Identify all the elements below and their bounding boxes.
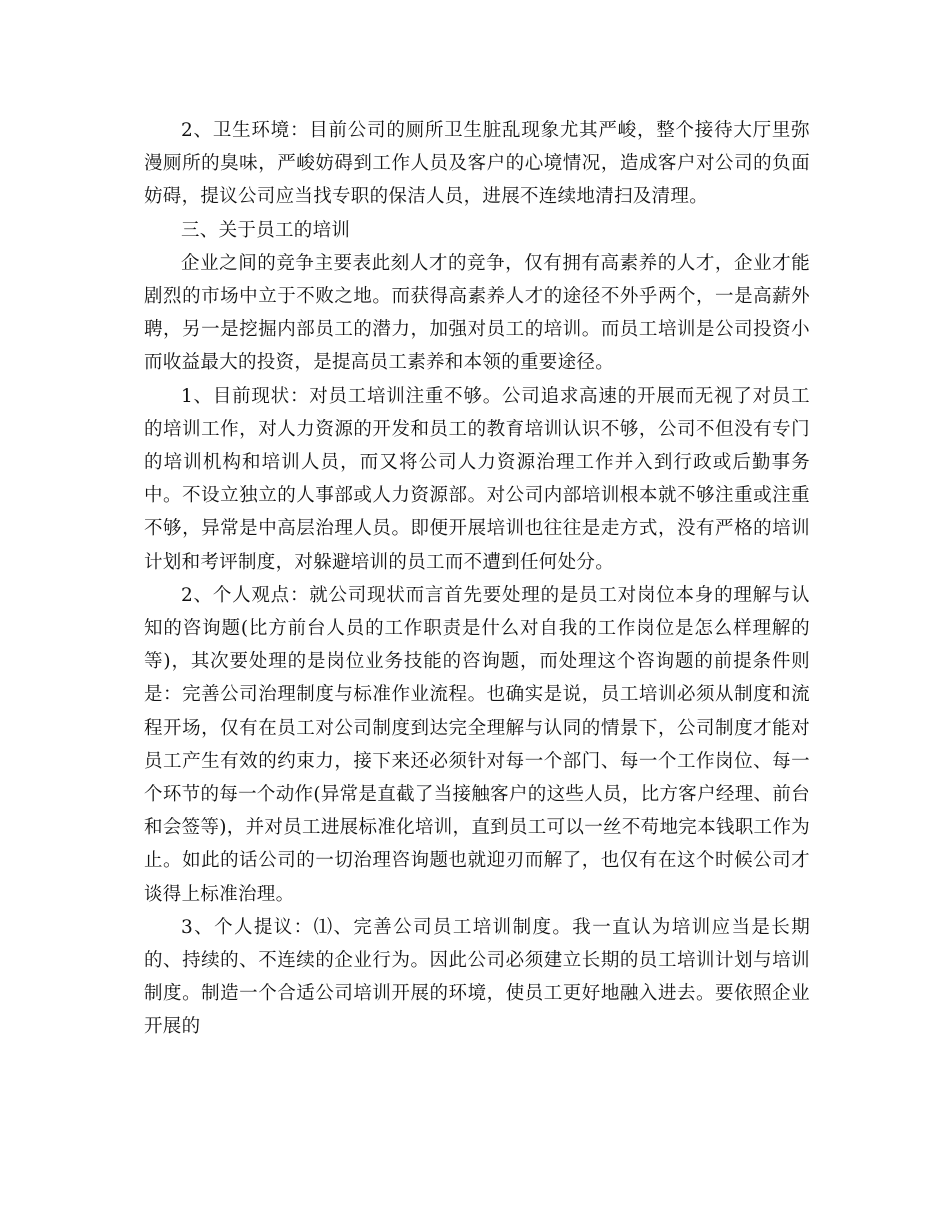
paragraph-current-status: 1、目前现状：对员工培训注重不够。公司追求高速的开展而无视了对员工的培训工作，对人力资源的开发和员工的教育培训认识不够，公司不但没有专门的培训机构和培训人员，而又将公司人力资源治理工作并入到行政或后勤事务中。不设立独立的人事部或人力资源部。对公司内部培训根本就不够注重或注重不够，异常是中高层治理人员。即便开展培训也往往是走方式，没有严格的培训计划和考评制度，对躲避培训的员工而不遭到任何处分。 bbox=[144, 385, 810, 573]
paragraph-sanitation: 2、卫生环境：目前公司的厕所卫生脏乱现象尤其严峻，整个接待大厅里弥漫厕所的臭味，严峻妨碍到工作人员及客户的心境情况，造成客户对公司的负面妨碍，提议公司应当找专职的保洁人员，进展不连续地清扫及清理。 bbox=[144, 120, 810, 208]
document-body bbox=[144, 114, 810, 1044]
paragraph-personal-suggestion: 3、个人提议：⑴、完善公司员工培训制度。我一直认为培训应当是长期的、持续的、不连续的企业行为。因此公司必须建立长期的员工培训计划与培训制度。制造一个合适公司培训开展的环境，使员工更好地融入进去。要依照企业开展的 bbox=[144, 916, 810, 1038]
section-heading-training: 三、关于员工的培训 bbox=[181, 219, 351, 241]
paragraph-personal-view: 2、个人观点：就公司现状而言首先要处理的是员工对岗位本身的理解与认知的咨询题(比方前台人员的工作职责是什么对自我的工作岗位是怎么样理解的等)，其次要处理的是岗位业务技能的咨询题，而处理这个咨询题的前提条件则是：完善公司治理制度与标准作业流程。也确实是说，员工培训必须从制度和流程开场，仅有在员工对公司制度到达完全理解与认同的情景下，公司制度才能对员工产生有效的约束力，接下来还必须针对每一个部门、每一个工作岗位、每一个环节的每一个动作(异常是直截了当接触客户的这些人员，比方客户经理、前台和会签等)，并对员工进展标准化培训，直到员工可以一丝不苟地完本钱职工作为止。如此的话公司的一切治理咨询题也就迎刃而解了，也仅有在这个时候公司才谈得上标准治理。 bbox=[144, 584, 810, 905]
paragraph-competition: 企业之间的竞争主要表此刻人才的竞争，仅有拥有高素养的人才，企业才能剧烈的市场中立于不败之地。而获得高素养人才的途径不外乎两个，一是高薪外聘，另一是挖掘内部员工的潜力，加强对员工的培训。而员工培训是公司投资小而收益最大的投资，是提高员工素养和本领的重要途径。 bbox=[144, 252, 810, 374]
